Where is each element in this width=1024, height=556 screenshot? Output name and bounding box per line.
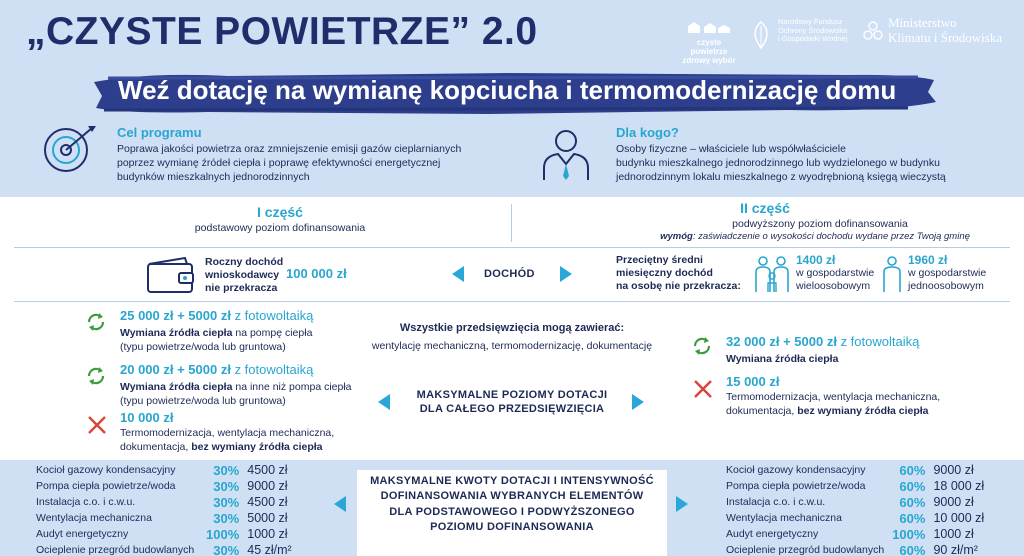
row-name: Kocioł gazowy kondensacyjny <box>36 464 176 476</box>
row-percent: 60% <box>899 478 926 494</box>
row-name: Ocieplenie przegród budowlanych <box>36 544 195 556</box>
part2-item: 32 000 zł + 5000 zł z fotowoltaiką Wymiana źródła ciepła <box>726 334 920 365</box>
row-value: 10 000 zł <box>933 511 985 525</box>
person-icon <box>538 124 594 182</box>
cross-icon <box>692 378 714 400</box>
family-icon <box>752 254 792 294</box>
row-value: 9000 zł <box>933 463 974 477</box>
row-name: Wentylacja mechaniczna <box>36 512 152 524</box>
table-row <box>32 494 323 510</box>
part1-item-1: 25 000 zł + 5000 zł z fotowoltaiką Wymiana źródła ciepła na pompę ciepła (typu powietrze/woda lub gruntowa) <box>120 308 314 353</box>
who-section <box>616 125 946 185</box>
house-icon <box>686 20 732 34</box>
part1-table <box>32 462 323 556</box>
row-percent: 100% <box>206 526 240 542</box>
max-levels-label: MAKSYMALNE POZIOMY DOTACJI DLA CAŁEGO PRZEDSIĘWZIĘCIA <box>416 389 608 416</box>
row-name: Kocioł gazowy kondensacyjny <box>726 464 866 476</box>
table-row <box>722 462 1009 478</box>
row-value: 18 000 zł <box>933 479 985 493</box>
part1-item-2: 20 000 zł + 5000 zł z fotowoltaiką Wymiana źródła ciepła na inne niż pompa ciepła (typu powietrze/woda lub gruntowa) <box>120 362 352 407</box>
row-value: 9000 zł <box>247 479 288 493</box>
part2-income-label: Przeciętny średni miesięczny dochód na osobę nie przekracza: <box>616 254 741 293</box>
row-percent: 60% <box>899 510 926 526</box>
part2-multi: 1400 zł w gospodarstwie wieloosobowym <box>796 253 875 292</box>
arrow-left-icon <box>334 496 346 512</box>
goal-text: Poprawa jakości powietrza oraz zmniejszenie emisji gazów cieplarnianych poprzez wymianę źródeł ciepła i poprawę efektywności energetycznej budynków mieszkalnych jednorodzinnych <box>117 143 462 183</box>
row-name: Ocieplenie przegród budowlanych <box>726 544 885 556</box>
all-projects: Wszystkie przedsięwzięcia mogą zawierać: wentylację mechaniczną, termomodernizację, dokumentację <box>371 322 653 352</box>
part2-title: II część <box>740 200 790 216</box>
row-name: Pompa ciepła powietrze/woda <box>36 480 176 492</box>
nfosigw-logo: Narodowy Fundusz Ochrony Środowiska i Gospodarki Wodnej <box>750 18 850 44</box>
divider <box>14 247 1010 248</box>
row-name: Instalacja c.o. i c.w.u. <box>726 496 826 508</box>
row-percent: 30% <box>213 510 240 526</box>
part1-header <box>194 204 366 234</box>
row-value: 4500 zł <box>247 495 288 509</box>
wallet-icon <box>145 254 197 296</box>
part2-noswap: 15 000 zł Termomodernizacja, wentylacja mechaniczna, dokumentacja, bez wymiany źródła ciepła <box>726 374 941 417</box>
part1-title: I część <box>257 204 303 220</box>
arrow-right-icon <box>560 266 572 282</box>
czyste-powietrze-logo: czyste powietrze zdrowy wybór <box>678 20 740 65</box>
row-value: 1000 zł <box>247 527 288 541</box>
table-row <box>32 526 323 542</box>
row-percent: 30% <box>213 542 240 556</box>
page-subtitle: Weź dotację na wymianę kopciucha i termomodernizację domu <box>118 75 897 105</box>
row-value: 1000 zł <box>933 527 974 541</box>
arrow-left-icon <box>452 266 464 282</box>
single-person-icon <box>880 254 904 294</box>
cross-icon <box>86 414 108 436</box>
table-row <box>722 510 1009 526</box>
income-label: DOCHÓD <box>484 268 535 280</box>
who-heading: Dla kogo? <box>616 125 679 140</box>
row-value: 4500 zł <box>247 463 288 477</box>
table-row <box>722 494 1009 510</box>
arrow-right-icon <box>676 496 688 512</box>
row-percent: 60% <box>899 494 926 510</box>
part1-noswap: 10 000 zł Termomodernizacja, wentylacja mechaniczna, dokumentacja, bez wymiany źródła ciepła <box>120 410 335 453</box>
row-percent: 30% <box>213 462 240 478</box>
page-title: „CZYSTE POWIETRZE” 2.0 <box>26 10 538 53</box>
part1-income-label: Roczny dochód wnioskodawcy nie przekracza <box>205 256 284 295</box>
swap-icon <box>84 364 108 388</box>
table-row <box>32 462 323 478</box>
row-name: Audyt energetyczny <box>36 528 129 540</box>
part2-note: wymóg: zaświadczenie o wysokości dochodu wydane przez Twoją gminę <box>660 231 970 242</box>
part2-table <box>722 462 1009 556</box>
who-text: Osoby fizyczne – właściciele lub współwłaściciele budynku mieszkalnego jednorodzinnego lub wydzielonego w budynku jednorodzinnym lokalu mieszkalnego z wyodrębnioną księgą wieczystą <box>616 143 946 183</box>
table-row <box>32 478 323 494</box>
arrow-right-icon <box>632 394 644 410</box>
row-percent: 60% <box>899 462 926 478</box>
goal-heading: Cel programu <box>117 125 202 140</box>
goal-section <box>117 125 461 185</box>
arrow-left-icon <box>378 394 390 410</box>
swap-icon <box>690 334 714 358</box>
part2-subtitle: podwyższony poziom dofinansowania <box>732 218 908 230</box>
row-percent: 30% <box>213 494 240 510</box>
table-row <box>722 478 1009 494</box>
element-limits-box: MAKSYMALNE KWOTY DOTACJI I INTENSYWNOŚĆ DOFINANSOWANIA WYBRANYCH ELEMENTÓW DLA PODSTAWOWEGO I PODWYŻSZONEGO POZIOMU DOFINANSOWANIA <box>357 470 667 556</box>
swap-icon <box>84 310 108 334</box>
row-name: Wentylacja mechaniczna <box>726 512 842 524</box>
table-row <box>722 526 1009 542</box>
table-row <box>32 510 323 526</box>
row-percent: 30% <box>213 478 240 494</box>
row-name: Audyt energetyczny <box>726 528 819 540</box>
ministry-logo: Ministerstwo Klimatu i Środowiska <box>868 16 1008 46</box>
part1-income-value: 100 000 zł <box>286 266 347 281</box>
row-value: 5000 zł <box>247 511 288 525</box>
row-percent: 60% <box>899 542 926 556</box>
part2-header <box>620 200 1020 242</box>
divider <box>14 301 1010 302</box>
part1-subtitle: podstawowy poziom dofinansowania <box>194 222 366 234</box>
row-value: 45 zł/m² <box>247 543 292 556</box>
row-value: 90 zł/m² <box>933 543 978 556</box>
emblem-icon <box>862 18 884 46</box>
leaf-icon <box>748 20 774 50</box>
part2-single: 1960 zł w gospodarstwie jednoosobowym <box>908 253 987 292</box>
row-percent: 100% <box>892 526 926 542</box>
table-row <box>32 542 323 556</box>
row-name: Instalacja c.o. i c.w.u. <box>36 496 136 508</box>
row-name: Pompa ciepła powietrze/woda <box>726 480 866 492</box>
table-row <box>722 542 1009 556</box>
target-icon <box>38 124 100 174</box>
row-value: 9000 zł <box>933 495 974 509</box>
